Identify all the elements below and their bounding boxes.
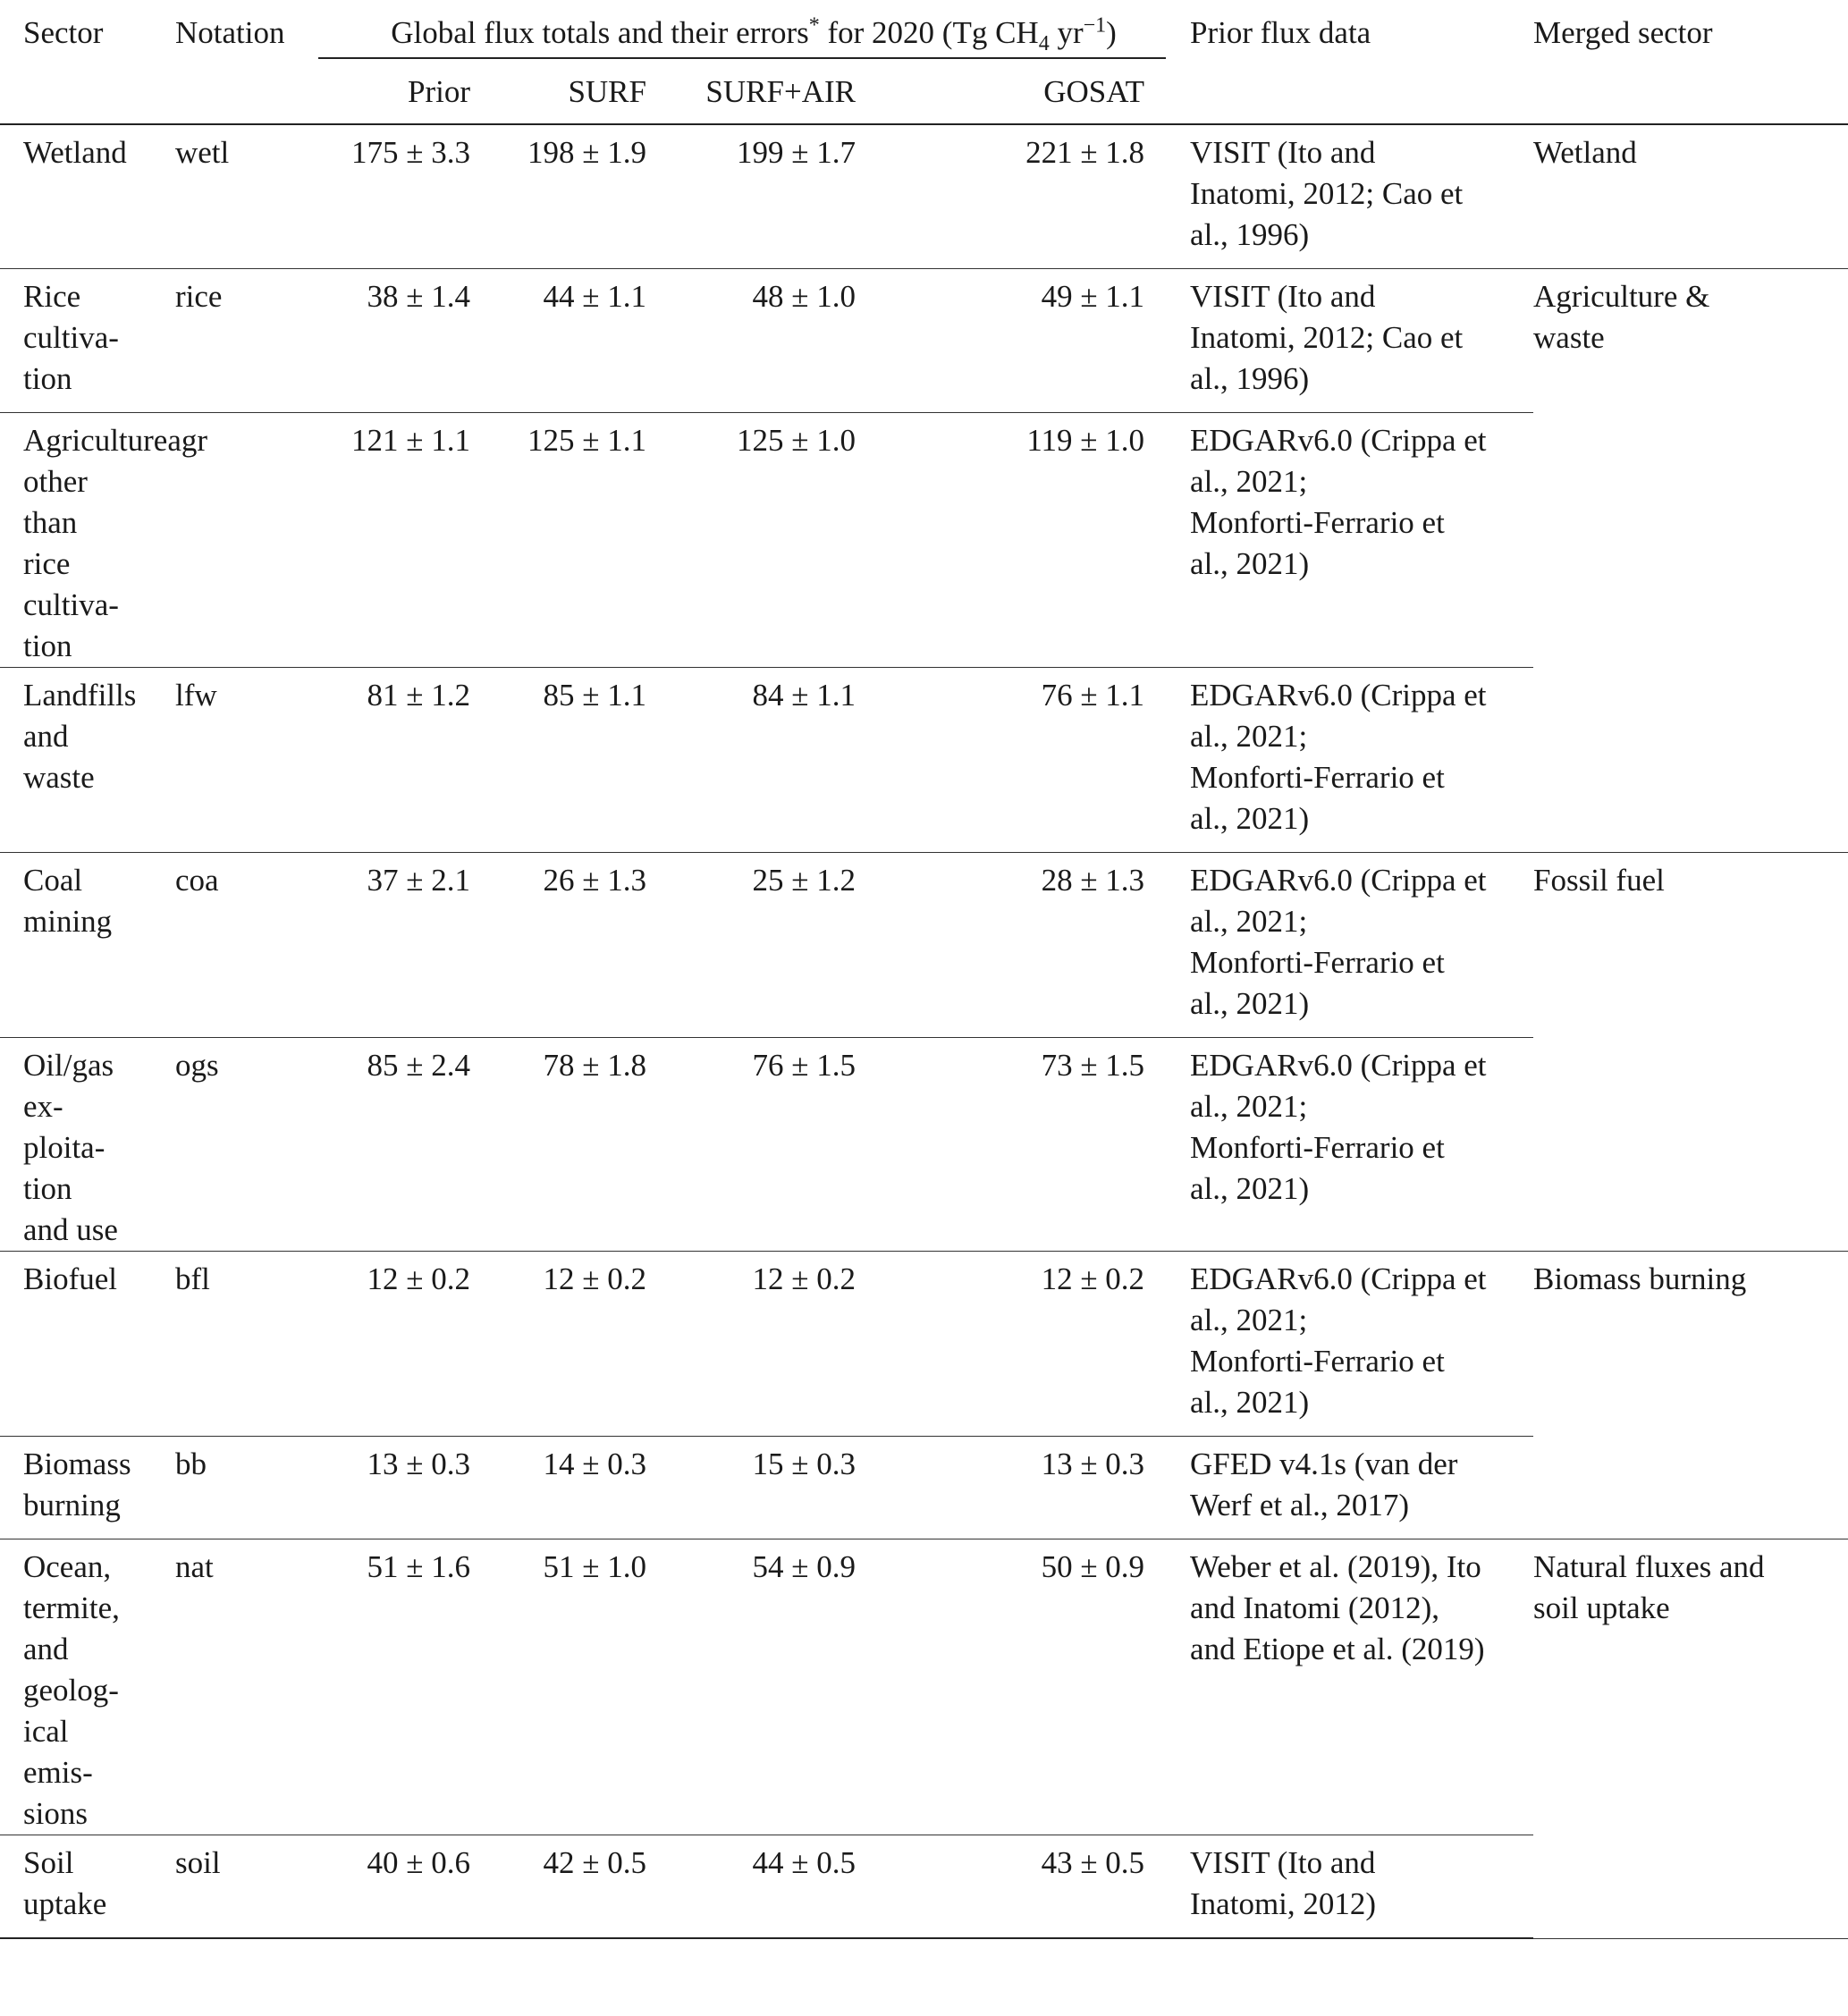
prior-flux-data-line: EDGARv6.0 (Crippa et — [1190, 1261, 1487, 1296]
prior-cell: 81 ± 1.2 — [318, 668, 470, 853]
surf-cell: 14 ± 0.3 — [470, 1437, 646, 1539]
table-row — [0, 853, 1848, 1038]
sector-line: Oil/gas — [23, 1048, 114, 1083]
table-body — [0, 124, 1848, 1938]
prior-flux-data-line: al., 2021) — [1190, 1171, 1310, 1206]
merged-sector-line: soil uptake — [1533, 1590, 1670, 1625]
spacer-cell — [1166, 668, 1190, 853]
prior-flux-data-cell — [1190, 269, 1533, 413]
gosat-cell: 43 ± 0.5 — [861, 1835, 1166, 1939]
merged-sector-cell — [1533, 124, 1848, 269]
prior-flux-data-cell — [1190, 413, 1533, 668]
gosat-cell: 49 ± 1.1 — [861, 269, 1166, 413]
group-title-sub: 4 — [1038, 32, 1050, 55]
sector-line: tion — [23, 628, 72, 663]
notation-cell: coa — [175, 853, 318, 1038]
sector-line: cultiva- — [23, 320, 119, 355]
prior-flux-data-line: Inatomi, 2012; Cao et — [1190, 176, 1464, 211]
surf-air-cell: 76 ± 1.5 — [646, 1038, 861, 1252]
notation-cell: soil — [175, 1835, 318, 1939]
table-row — [0, 1539, 1848, 1835]
spacer-cell — [1166, 269, 1190, 413]
sector-line: termite, — [23, 1590, 120, 1625]
prior-flux-data-line: al., 2021; — [1190, 464, 1308, 499]
prior-flux-data-line: al., 2021; — [1190, 1303, 1308, 1337]
sector-line: ploita- — [23, 1130, 105, 1165]
gosat-cell: 119 ± 1.0 — [861, 413, 1166, 668]
surf-cell: 26 ± 1.3 — [470, 853, 646, 1038]
surf-cell: 44 ± 1.1 — [470, 269, 646, 413]
prior-cell: 12 ± 0.2 — [318, 1252, 470, 1437]
prior-flux-data-line: Monforti-Ferrario et — [1190, 1344, 1445, 1379]
surf-air-cell: 199 ± 1.7 — [646, 124, 861, 269]
header-prior-flux-data: Prior flux data — [1190, 15, 1371, 50]
surf-cell: 85 ± 1.1 — [470, 668, 646, 853]
prior-flux-data-line: Werf et al., 2017) — [1190, 1488, 1410, 1523]
surf-air-cell: 84 ± 1.1 — [646, 668, 861, 853]
sector-line: Agricultureagr — [23, 423, 208, 458]
surf-cell: 12 ± 0.2 — [470, 1252, 646, 1437]
prior-flux-data-line: al., 2021) — [1190, 546, 1310, 581]
gosat-cell: 28 ± 1.3 — [861, 853, 1166, 1038]
group-title-text: Global flux totals and their errors — [391, 15, 809, 50]
sector-line: Ocean, — [23, 1549, 112, 1584]
merged-sector-line: Wetland — [1533, 135, 1637, 170]
sector-cell — [0, 1252, 175, 1437]
prior-flux-data-line: EDGARv6.0 (Crippa et — [1190, 678, 1487, 713]
header-notation: Notation — [175, 15, 285, 50]
surf-air-cell: 48 ± 1.0 — [646, 269, 861, 413]
sector-line: tion — [23, 1171, 72, 1206]
header-sector: Sector — [23, 15, 104, 50]
surf-air-cell: 125 ± 1.0 — [646, 413, 861, 668]
prior-flux-data-line: VISIT (Ito and — [1190, 135, 1376, 170]
sector-line: Wetland — [23, 135, 127, 170]
prior-cell: 37 ± 2.1 — [318, 853, 470, 1038]
prior-cell: 121 ± 1.1 — [318, 413, 470, 668]
header-surf: SURF — [470, 58, 646, 124]
sector-line: burning — [23, 1488, 121, 1523]
notation-cell: wetl — [175, 124, 318, 269]
sector-line: ical — [23, 1714, 69, 1749]
prior-flux-data-line: al., 2021; — [1190, 904, 1308, 939]
group-title-post: ) — [1106, 15, 1117, 50]
header-gosat: GOSAT — [861, 58, 1166, 124]
spacer-cell — [1166, 124, 1190, 269]
group-title-sup: −1 — [1083, 13, 1107, 38]
gosat-cell: 12 ± 0.2 — [861, 1252, 1166, 1437]
prior-cell: 175 ± 3.3 — [318, 124, 470, 269]
prior-flux-data-line: EDGARv6.0 (Crippa et — [1190, 1048, 1487, 1083]
merged-sector-cell — [1533, 853, 1848, 1252]
surf-air-cell: 12 ± 0.2 — [646, 1252, 861, 1437]
sector-cell — [0, 269, 175, 413]
spacer-cell — [1166, 413, 1190, 668]
merged-sector-line: Agriculture & — [1533, 279, 1710, 314]
header-surf-air: SURF+AIR — [646, 58, 861, 124]
prior-flux-data-line: Inatomi, 2012) — [1190, 1886, 1377, 1921]
prior-flux-data-cell — [1190, 1437, 1533, 1539]
surf-air-cell: 15 ± 0.3 — [646, 1437, 861, 1539]
merged-sector-cell — [1533, 1252, 1848, 1539]
prior-cell: 40 ± 0.6 — [318, 1835, 470, 1939]
merged-sector-cell — [1533, 1539, 1848, 1939]
spacer-cell — [1166, 1038, 1190, 1252]
prior-flux-data-line: al., 2021) — [1190, 1385, 1310, 1420]
gosat-cell: 50 ± 0.9 — [861, 1539, 1166, 1835]
sector-line: geolog- — [23, 1673, 119, 1708]
sector-line: ex- — [23, 1089, 63, 1124]
prior-cell: 38 ± 1.4 — [318, 269, 470, 413]
prior-flux-data-line: Inatomi, 2012; Cao et — [1190, 320, 1464, 355]
notation-cell: bb — [175, 1437, 318, 1539]
sector-cell — [0, 1835, 175, 1939]
notation-cell: nat — [175, 1539, 318, 1835]
merged-sector-line: Fossil fuel — [1533, 863, 1665, 898]
surf-cell: 78 ± 1.8 — [470, 1038, 646, 1252]
surf-air-cell: 54 ± 0.9 — [646, 1539, 861, 1835]
prior-flux-data-cell — [1190, 1252, 1533, 1437]
sector-line: Biofuel — [23, 1261, 117, 1296]
prior-flux-data-cell — [1190, 1835, 1533, 1939]
prior-flux-data-line: VISIT (Ito and — [1190, 1845, 1376, 1880]
prior-flux-data-line: al., 1996) — [1190, 217, 1310, 252]
sector-line: Rice — [23, 279, 81, 314]
prior-cell: 85 ± 2.4 — [318, 1038, 470, 1252]
merged-sector-cell — [1533, 269, 1848, 853]
prior-flux-data-line: Monforti-Ferrario et — [1190, 760, 1445, 795]
prior-flux-data-line: al., 2021) — [1190, 801, 1310, 836]
prior-flux-data-line: VISIT (Ito and — [1190, 279, 1376, 314]
prior-flux-data-line: al., 1996) — [1190, 361, 1310, 396]
prior-flux-data-line: Monforti-Ferrario et — [1190, 945, 1445, 980]
spacer-cell — [1166, 1539, 1190, 1835]
sector-line: Landfills — [23, 678, 137, 713]
sector-cell — [0, 1437, 175, 1539]
spacer-cell — [1166, 1252, 1190, 1437]
sector-line: cultiva- — [23, 587, 119, 622]
prior-flux-data-line: and Inatomi (2012), — [1190, 1590, 1439, 1625]
gosat-cell: 13 ± 0.3 — [861, 1437, 1166, 1539]
sector-cell — [0, 413, 208, 668]
prior-flux-data-cell — [1190, 853, 1533, 1038]
gosat-cell: 76 ± 1.1 — [861, 668, 1166, 853]
sector-line: and use — [23, 1212, 118, 1247]
table-row — [0, 269, 1848, 413]
sector-line: and — [23, 1632, 69, 1666]
spacer-cell — [1166, 853, 1190, 1038]
prior-flux-data-line: al., 2021; — [1190, 1089, 1308, 1124]
prior-flux-data-line: GFED v4.1s (van der — [1190, 1447, 1458, 1481]
prior-flux-data-line: Monforti-Ferrario et — [1190, 1130, 1445, 1165]
prior-flux-data-line: EDGARv6.0 (Crippa et — [1190, 423, 1487, 458]
merged-sector-line: waste — [1533, 320, 1605, 355]
sector-line: other — [23, 464, 88, 499]
sector-line: waste — [23, 760, 95, 795]
prior-flux-data-cell — [1190, 668, 1533, 853]
notation-cell: lfw — [175, 668, 318, 853]
gosat-cell: 221 ± 1.8 — [861, 124, 1166, 269]
prior-cell: 13 ± 0.3 — [318, 1437, 470, 1539]
surf-cell: 42 ± 0.5 — [470, 1835, 646, 1939]
prior-flux-data-cell — [1190, 1038, 1533, 1252]
prior-cell: 51 ± 1.6 — [318, 1539, 470, 1835]
header-prior: Prior — [318, 58, 470, 124]
prior-flux-data-line: EDGARv6.0 (Crippa et — [1190, 863, 1487, 898]
sector-line: than — [23, 505, 78, 540]
prior-flux-data-line: al., 2021; — [1190, 719, 1308, 754]
merged-sector-line: Natural fluxes and — [1533, 1549, 1765, 1584]
sector-line: uptake — [23, 1886, 107, 1921]
prior-flux-data-line: al., 2021) — [1190, 986, 1310, 1021]
surf-cell: 198 ± 1.9 — [470, 124, 646, 269]
table-row — [0, 1252, 1848, 1437]
sector-line: and — [23, 719, 69, 754]
header-group-title — [318, 0, 1166, 58]
sector-cell — [0, 1539, 175, 1835]
prior-flux-data-cell — [1190, 1539, 1533, 1835]
sector-line: mining — [23, 904, 113, 939]
prior-flux-data-line: Monforti-Ferrario et — [1190, 505, 1445, 540]
surf-cell: 51 ± 1.0 — [470, 1539, 646, 1835]
spacer-cell — [1166, 1437, 1190, 1539]
group-title-yr: yr — [1049, 15, 1084, 50]
sector-line: tion — [23, 361, 72, 396]
surf-air-cell: 44 ± 0.5 — [646, 1835, 861, 1939]
surf-cell: 125 ± 1.1 — [470, 413, 646, 668]
spacer-cell — [1166, 1835, 1190, 1939]
sector-line: emis- — [23, 1755, 93, 1790]
notation-cell: rice — [175, 269, 318, 413]
prior-flux-data-line: and Etiope et al. (2019) — [1190, 1632, 1485, 1666]
sector-cell — [0, 853, 175, 1038]
sector-line: Biomass — [23, 1447, 131, 1481]
notation-cell: bfl — [175, 1252, 318, 1437]
gosat-cell: 73 ± 1.5 — [861, 1038, 1166, 1252]
sector-cell — [0, 668, 175, 853]
sector-line: Soil — [23, 1845, 74, 1880]
group-title-star: * — [808, 13, 820, 38]
sector-line: sions — [23, 1796, 88, 1831]
prior-flux-data-cell — [1190, 124, 1533, 269]
sector-cell — [0, 124, 175, 269]
sector-cell — [0, 1038, 175, 1252]
notation-cell: ogs — [175, 1038, 318, 1252]
group-title-mid: for 2020 (Tg CH — [819, 15, 1039, 50]
header-merged-sector: Merged sector — [1533, 15, 1713, 50]
surf-air-cell: 25 ± 1.2 — [646, 853, 861, 1038]
sector-line: Coal — [23, 863, 83, 898]
sector-line: rice — [23, 546, 71, 581]
table-row — [0, 124, 1848, 269]
prior-flux-data-line: Weber et al. (2019), Ito — [1190, 1549, 1481, 1584]
merged-sector-line: Biomass burning — [1533, 1261, 1747, 1296]
